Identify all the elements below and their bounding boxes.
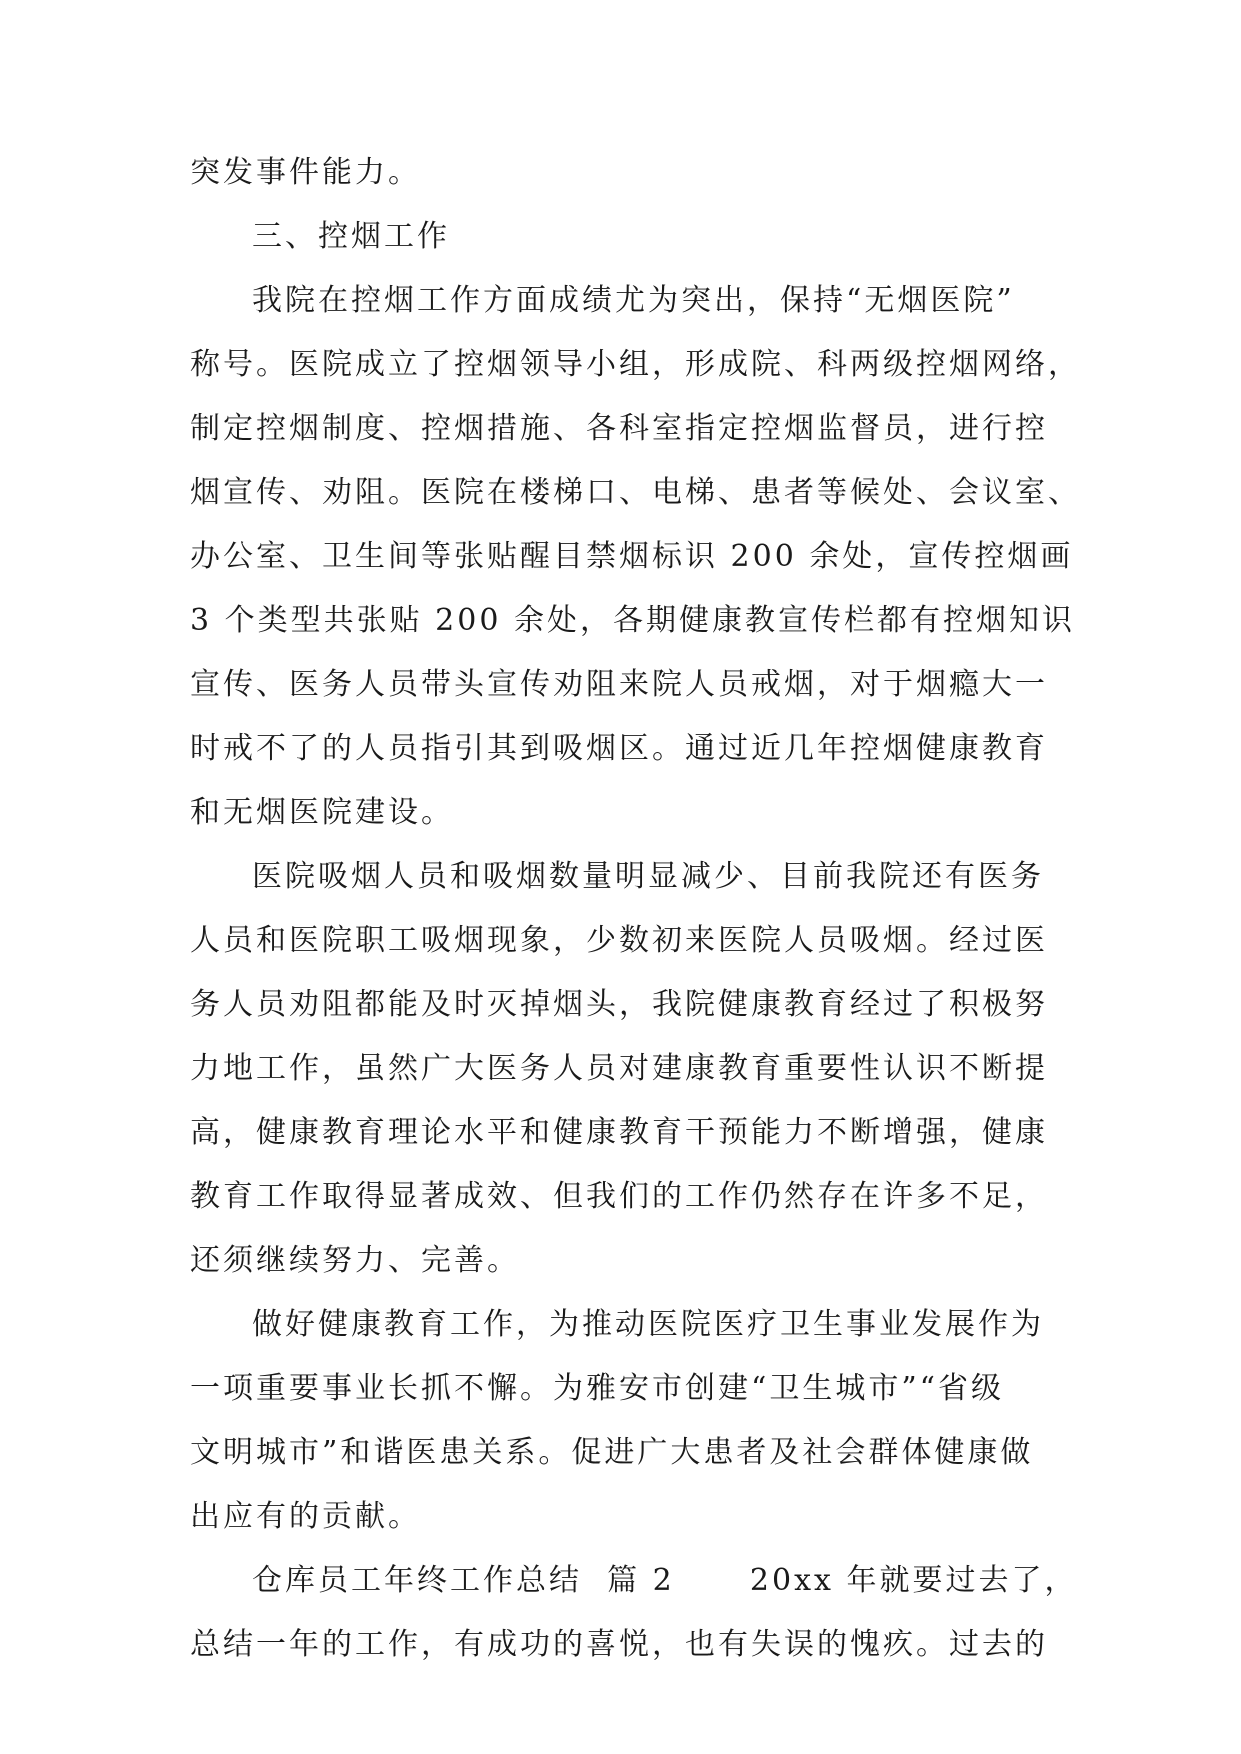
text-line: 和无烟医院建设。	[190, 795, 454, 830]
text-line: 教育工作取得显著成效、但我们的工作仍然存在许多不足，	[190, 1179, 1048, 1214]
text-line: 烟宣传、劝阻。医院在楼梯口、电梯、患者等候处、会议室、	[190, 475, 1081, 510]
text-line: 制定控烟制度、控烟措施、各科室指定控烟监督员，进行控	[190, 411, 1048, 446]
text-line: 还须继续努力、完善。	[190, 1243, 520, 1278]
text-line: 文明城市”和谐医患关系。促进广大患者及社会群体健康做	[190, 1435, 1034, 1470]
text-line: 突发事件能力。	[190, 155, 421, 190]
section-heading: 三、控烟工作	[252, 219, 450, 254]
text-line: 时戒不了的人员指引其到吸烟区。通过近几年控烟健康教育	[190, 731, 1048, 766]
text-line: 高，健康教育理论水平和健康教育干预能力不断增强，健康	[190, 1115, 1048, 1150]
text-line: 做好健康教育工作，为推动医院医疗卫生事业发展作为	[252, 1307, 1044, 1342]
text-line: 人员和医院职工吸烟现象，少数初来医院人员吸烟。经过医	[190, 923, 1048, 958]
text-line: 总结一年的工作，有成功的喜悦，也有失误的愧疚。过去的	[190, 1627, 1048, 1662]
text-line: 一项重要事业长抓不懈。为雅安市创建“卫生城市”“省级	[190, 1371, 1005, 1406]
text-line: 务人员劝阻都能及时灭掉烟头，我院健康教育经过了积极努	[190, 987, 1048, 1022]
text-line: 称号。医院成立了控烟领导小组，形成院、科两级控烟网络，	[190, 347, 1081, 382]
text-line: 出应有的贡献。	[190, 1499, 421, 1534]
text-line: 我院在控烟工作方面成绩尤为突出，保持“无烟医院”	[252, 283, 1015, 318]
text-line: 宣传、医务人员带头宣传劝阻来院人员戒烟，对于烟瘾大一	[190, 667, 1048, 702]
text-line: 3 个类型共张贴 200 余处，各期健康教宣传栏都有控烟知识	[190, 603, 1075, 638]
text-line: 医院吸烟人员和吸烟数量明显减少、目前我院还有医务	[252, 859, 1044, 894]
text-line: 力地工作，虽然广大医务人员对建康教育重要性认识不断提	[190, 1051, 1048, 1086]
text-line: 仓库员工年终工作总结 篇 2 20xx 年就要过去了，	[252, 1563, 1078, 1598]
text-line: 办公室、卫生间等张贴醒目禁烟标识 200 余处，宣传控烟画	[190, 539, 1074, 574]
